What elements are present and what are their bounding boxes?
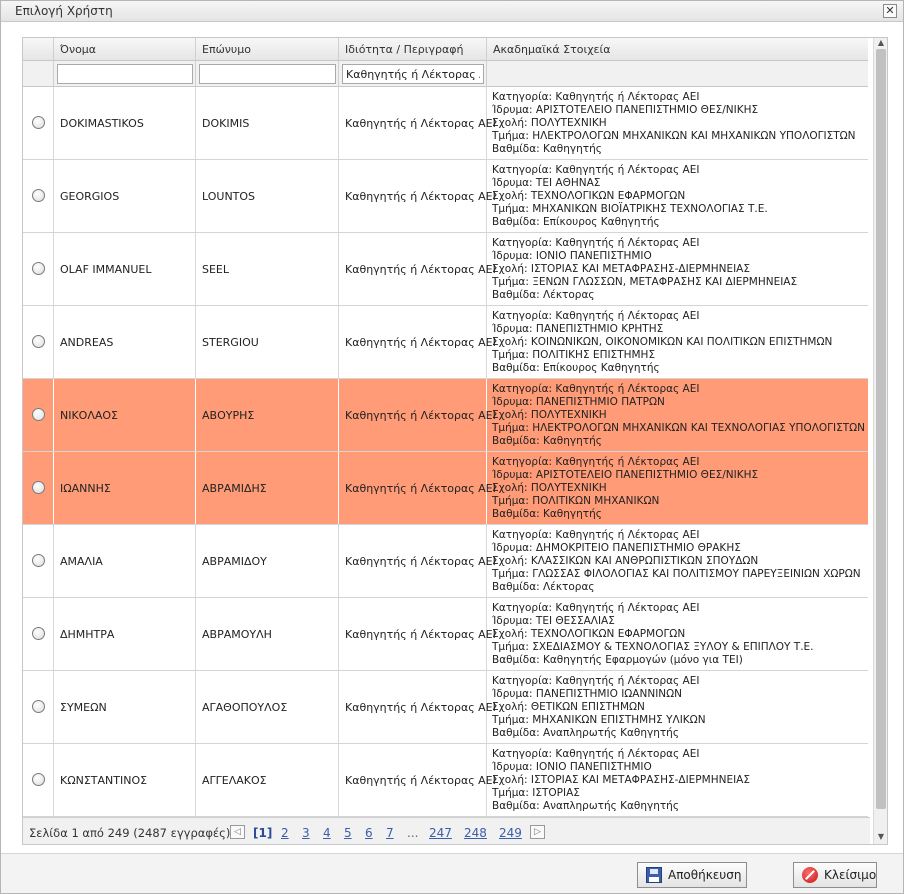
- header-surname[interactable]: Επώνυμο: [196, 38, 339, 61]
- academic-line: Κατηγορία: Καθηγητής ή Λέκτορας ΑΕΙ: [492, 602, 700, 614]
- save-button[interactable]: [637, 862, 747, 888]
- select-cell: [23, 87, 54, 159]
- select-radio[interactable]: [32, 116, 45, 129]
- description: Καθηγητής ή Λέκτορας ΑΕΙ: [345, 263, 496, 276]
- page-link-1[interactable]: [1]: [253, 826, 273, 840]
- last-name: ΑΓΓΕΛΑΚΟΣ: [202, 774, 267, 787]
- academic-line: Τμήμα: ΓΛΩΣΣΑΣ ΦΙΛΟΛΟΓΙΑΣ ΚΑΙ ΠΟΛΙΤΙΣΜΟΥ ΠΑΡΕΥΞΕΙΝΙΩΝ ΧΩΡΩΝ: [492, 568, 861, 580]
- academic-line: Σχολή: ΤΕΧΝΟΛΟΓΙΚΩΝ ΕΦΑΡΜΟΓΩΝ: [492, 190, 686, 202]
- description: Καθηγητής ή Λέκτορας ΑΕΙ: [345, 701, 496, 714]
- description: Καθηγητής ή Λέκτορας ΑΕΙ: [345, 336, 496, 349]
- first-name: ΚΩΝΣΤΑΝΤΙΝΟΣ: [60, 774, 148, 787]
- select-cell: [23, 306, 54, 378]
- academic-line: Κατηγορία: Καθηγητής ή Λέκτορας ΑΕΙ: [492, 529, 700, 541]
- grid-rows: [23, 87, 868, 817]
- academic-line: Κατηγορία: Καθηγητής ή Λέκτορας ΑΕΙ: [492, 675, 700, 687]
- name-cell: [54, 233, 196, 305]
- table-row[interactable]: [23, 306, 868, 379]
- floppy-disk-icon: [646, 867, 662, 883]
- filter-surname-input[interactable]: [199, 64, 336, 84]
- description-cell: [339, 598, 496, 670]
- academic-line: Τμήμα: ΞΕΝΩΝ ΓΛΩΣΣΩΝ, ΜΕΤΑΦΡΑΣΗΣ ΚΑΙ ΔΙΕΡΜΗΝΕΙΑΣ: [492, 276, 798, 288]
- description-cell: [339, 671, 496, 743]
- academic-line: Κατηγορία: Καθηγητής ή Λέκτορας ΑΕΙ: [492, 237, 700, 249]
- description-cell: [339, 233, 496, 305]
- surname-cell: [196, 598, 339, 670]
- description: Καθηγητής ή Λέκτορας ΑΕΙ: [345, 555, 496, 568]
- academic-info: [492, 91, 856, 156]
- first-name: ΔΗΜΗΤΡΑ: [60, 628, 115, 641]
- academic-line: Σχολή: ΙΣΤΟΡΙΑΣ ΚΑΙ ΜΕΤΑΦΡΑΣΗΣ-ΔΙΕΡΜΗΝΕΙΑΣ: [492, 774, 750, 786]
- academic-line: Κατηγορία: Καθηγητής ή Λέκτορας ΑΕΙ: [492, 456, 700, 468]
- cancel-circle-icon: [802, 867, 818, 883]
- academic-line: Τμήμα: ΣΧΕΔΙΑΣΜΟΥ & ΤΕΧΝΟΛΟΓΙΑΣ ΞΥΛΟΥ & ΕΠΙΠΛΟΥ Τ.Ε.: [492, 641, 814, 653]
- name-cell: [54, 525, 196, 597]
- page-link-7[interactable]: 7: [386, 826, 394, 840]
- select-radio[interactable]: [32, 408, 45, 421]
- select-radio[interactable]: [32, 335, 45, 348]
- academic-line: Τμήμα: ΠΟΛΙΤΙΚΗΣ ΕΠΙΣΤΗΜΗΣ: [492, 349, 656, 361]
- first-name: ANDREAS: [60, 336, 114, 349]
- scroll-up-icon[interactable]: ▲: [877, 38, 885, 47]
- academic-cell: [487, 306, 868, 378]
- description-cell: [339, 744, 496, 816]
- select-cell: [23, 379, 54, 451]
- academic-line: Ίδρυμα: ΙΟΝΙΟ ΠΑΝΕΠΙΣΤΗΜΙΟ: [492, 250, 652, 262]
- select-cell: [23, 671, 54, 743]
- last-name: ΑΒΟΥΡΗΣ: [202, 409, 255, 422]
- academic-line: Σχολή: ΚΟΙΝΩΝΙΚΩΝ, ΟΙΚΟΝΟΜΙΚΩΝ ΚΑΙ ΠΟΛΙΤΙΚΩΝ ΕΠΙΣΤΗΜΩΝ: [492, 336, 833, 348]
- academic-line: Ίδρυμα: ΑΡΙΣΤΟΤΕΛΕΙΟ ΠΑΝΕΠΙΣΤΗΜΙΟ ΘΕΣ/ΝΙΚΗΣ: [492, 104, 759, 116]
- surname-cell: [196, 525, 339, 597]
- page-link-5[interactable]: 5: [344, 826, 352, 840]
- page-link-248[interactable]: 248: [464, 826, 487, 840]
- academic-line: Ίδρυμα: ΙΟΝΙΟ ΠΑΝΕΠΙΣΤΗΜΙΟ: [492, 761, 652, 773]
- academic-line: Σχολή: ΚΛΑΣΣΙΚΩΝ ΚΑΙ ΑΝΘΡΩΠΙΣΤΙΚΩΝ ΣΠΟΥΔΩΝ: [492, 555, 759, 567]
- select-radio[interactable]: [32, 627, 45, 640]
- description: Καθηγητής ή Λέκτορας ΑΕΙ: [345, 190, 496, 203]
- academic-line: Κατηγορία: Καθηγητής ή Λέκτορας ΑΕΙ: [492, 748, 700, 760]
- academic-info: [492, 456, 758, 521]
- name-cell: [54, 87, 196, 159]
- academic-line: Σχολή: ΠΟΛΥΤΕΧΝΙΚΗ: [492, 409, 607, 421]
- first-name: GEORGIOS: [60, 190, 120, 203]
- academic-line: Ίδρυμα: ΤΕΙ ΘΕΣΣΑΛΙΑΣ: [492, 615, 615, 627]
- select-cell: [23, 525, 54, 597]
- select-radio[interactable]: [32, 554, 45, 567]
- table-row[interactable]: [23, 379, 868, 452]
- academic-line: Ίδρυμα: ΔΗΜΟΚΡΙΤΕΙΟ ΠΑΝΕΠΙΣΤΗΜΙΟ ΘΡΑΚΗΣ: [492, 542, 741, 554]
- close-icon[interactable]: ✕: [883, 4, 897, 18]
- header-select-column: [23, 38, 54, 61]
- academic-line: Σχολή: ΙΣΤΟΡΙΑΣ ΚΑΙ ΜΕΤΑΦΡΑΣΗΣ-ΔΙΕΡΜΗΝΕΙΑΣ: [492, 263, 750, 275]
- surname-cell: [196, 160, 339, 232]
- academic-info: [492, 383, 865, 448]
- first-name: DOKIMASTIKOS: [60, 117, 144, 130]
- name-cell: [54, 306, 196, 378]
- description-cell: [339, 452, 496, 524]
- page-link-249[interactable]: 249: [499, 826, 522, 840]
- academic-line: Σχολή: ΠΟΛΥΤΕΧΝΙΚΗ: [492, 117, 607, 129]
- page-link-247[interactable]: 247: [429, 826, 452, 840]
- academic-line: Ίδρυμα: ΠΑΝΕΠΙΣΤΗΜΙΟ ΚΡΗΤΗΣ: [492, 323, 664, 335]
- description: Καθηγητής ή Λέκτορας ΑΕΙ: [345, 117, 496, 130]
- academic-cell: [487, 671, 868, 743]
- academic-line: Βαθμίδα: Αναπληρωτής Καθηγητής: [492, 727, 679, 739]
- surname-cell: [196, 379, 339, 451]
- scroll-down-icon[interactable]: ▼: [877, 832, 885, 841]
- filter-academic-spacer: [487, 61, 868, 87]
- academic-line: Σχολή: ΠΟΛΥΤΕΧΝΙΚΗ: [492, 482, 607, 494]
- description: Καθηγητής ή Λέκτορας ΑΕΙ: [345, 774, 496, 787]
- table-row[interactable]: [23, 452, 868, 525]
- header-name[interactable]: Όνομα: [54, 38, 196, 61]
- academic-line: Βαθμίδα: Λέκτορας: [492, 581, 595, 593]
- first-name: ΙΩΑΝΝΗΣ: [60, 482, 111, 495]
- first-name: ΣΥΜΕΩΝ: [60, 701, 107, 714]
- first-name: ΝΙΚΟΛΑΟΣ: [60, 409, 119, 422]
- academic-line: Ίδρυμα: ΠΑΝΕΠΙΣΤΗΜΙΟ ΙΩΑΝΝΙΝΩΝ: [492, 688, 683, 700]
- academic-line: Βαθμίδα: Καθηγητής: [492, 143, 602, 155]
- academic-line: Βαθμίδα: Αναπληρωτής Καθηγητής: [492, 800, 679, 812]
- page-link-4[interactable]: 4: [323, 826, 331, 840]
- table-row[interactable]: [23, 744, 868, 817]
- select-radio[interactable]: [32, 262, 45, 275]
- academic-info: [492, 675, 706, 740]
- academic-info: [492, 529, 861, 594]
- academic-line: Βαθμίδα: Καθηγητής: [492, 435, 602, 447]
- dialog-title: Επιλογή Χρήστη: [15, 4, 113, 18]
- table-row[interactable]: [23, 598, 868, 671]
- academic-cell: [487, 233, 868, 305]
- select-radio[interactable]: [32, 189, 45, 202]
- academic-line: Ίδρυμα: ΑΡΙΣΤΟΤΕΛΕΙΟ ΠΑΝΕΠΙΣΤΗΜΙΟ ΘΕΣ/ΝΙΚΗΣ: [492, 469, 759, 481]
- filter-name-cell: [54, 61, 196, 87]
- academic-cell: [487, 452, 868, 524]
- academic-line: Βαθμίδα: Καθηγητής Εφαρμογών (μόνο για ΤΕΙ): [492, 654, 743, 666]
- last-name: STERGIOU: [202, 336, 259, 349]
- grid-scroll-area: [23, 38, 870, 817]
- description: Καθηγητής ή Λέκτορας ΑΕΙ: [345, 482, 496, 495]
- surname-cell: [196, 671, 339, 743]
- academic-line: Κατηγορία: Καθηγητής ή Λέκτορας ΑΕΙ: [492, 164, 700, 176]
- first-name: OLAF IMMANUEL: [60, 263, 152, 276]
- last-name: DOKIMIS: [202, 117, 250, 130]
- filter-description-cell: [339, 61, 487, 87]
- description-cell: [339, 379, 496, 451]
- table-row[interactable]: [23, 525, 868, 598]
- academic-cell: [487, 744, 868, 816]
- last-name: ΑΒΡΑΜΟΥΛΗ: [202, 628, 272, 641]
- select-cell: [23, 598, 54, 670]
- select-radio[interactable]: [32, 773, 45, 786]
- next-page-icon[interactable]: ▷: [530, 825, 545, 839]
- users-grid: [22, 37, 888, 845]
- academic-info: [492, 237, 797, 302]
- last-name: ΑΒΡΑΜΙΔΗΣ: [202, 482, 267, 495]
- name-cell: [54, 160, 196, 232]
- academic-line: Βαθμίδα: Λέκτορας: [492, 289, 595, 301]
- academic-line: Τμήμα: ΗΛΕΚΤΡΟΛΟΓΩΝ ΜΗΧΑΝΙΚΩΝ ΚΑΙ ΤΕΧΝΟΛΟΓΙΑΣ ΥΠΟΛΟΓΙΣΤΩΝ: [492, 422, 866, 434]
- last-name: ΑΓΑΘΟΠΟΥΛΟΣ: [202, 701, 288, 714]
- vertical-scrollbar[interactable]: [873, 38, 887, 844]
- grid-header-row: [23, 38, 868, 61]
- surname-cell: [196, 452, 339, 524]
- description-cell: [339, 160, 496, 232]
- academic-cell: [487, 379, 868, 451]
- scrollbar-thumb[interactable]: [876, 49, 886, 809]
- select-cell: [23, 233, 54, 305]
- academic-line: Κατηγορία: Καθηγητής ή Λέκτορας ΑΕΙ: [492, 383, 700, 395]
- description-cell: [339, 525, 496, 597]
- name-cell: [54, 379, 196, 451]
- name-cell: [54, 452, 196, 524]
- filter-select-spacer: [23, 61, 54, 87]
- description-cell: [339, 87, 496, 159]
- academic-line: Τμήμα: ΜΗΧΑΝΙΚΩΝ ΒΙΟΪΑΤΡΙΚΗΣ ΤΕΧΝΟΛΟΓΙΑΣ Τ.Ε.: [492, 203, 768, 215]
- header-academic-info[interactable]: Ακαδημαϊκά Στοιχεία: [493, 43, 611, 56]
- grid-filter-row: [23, 61, 868, 87]
- academic-cell: [487, 87, 868, 159]
- filter-name-input[interactable]: [57, 64, 193, 84]
- name-cell: [54, 671, 196, 743]
- academic-line: Κατηγορία: Καθηγητής ή Λέκτορας ΑΕΙ: [492, 91, 700, 103]
- pager-summary: Σελίδα 1 από 249 (2487 εγγραφές): [29, 826, 231, 840]
- dialog-titlebar: [1, 1, 903, 22]
- academic-line: Κατηγορία: Καθηγητής ή Λέκτορας ΑΕΙ: [492, 310, 700, 322]
- academic-info: [492, 748, 750, 813]
- surname-cell: [196, 87, 339, 159]
- table-row[interactable]: [23, 233, 868, 306]
- name-cell: [54, 598, 196, 670]
- select-cell: [23, 744, 54, 816]
- academic-info: [492, 164, 768, 229]
- academic-line: Βαθμίδα: Επίκουρος Καθηγητής: [492, 216, 660, 228]
- page-ellipsis: ...: [407, 826, 419, 840]
- academic-line: Ίδρυμα: ΤΕΙ ΑΘΗΝΑΣ: [492, 177, 601, 189]
- academic-cell: [487, 525, 868, 597]
- description: Καθηγητής ή Λέκτορας ΑΕΙ: [345, 409, 496, 422]
- academic-line: Βαθμίδα: Επίκουρος Καθηγητής: [492, 362, 660, 374]
- select-radio[interactable]: [32, 481, 45, 494]
- academic-line: Ίδρυμα: ΠΑΝΕΠΙΣΤΗΜΙΟ ΠΑΤΡΩΝ: [492, 396, 665, 408]
- academic-line: Βαθμίδα: Καθηγητής: [492, 508, 602, 520]
- select-cell: [23, 452, 54, 524]
- last-name: SEEL: [202, 263, 230, 276]
- first-name: ΑΜΑΛΙΑ: [60, 555, 103, 568]
- description: Καθηγητής ή Λέκτορας ΑΕΙ: [345, 628, 496, 641]
- select-radio[interactable]: [32, 700, 45, 713]
- pager: [23, 817, 870, 844]
- academic-info: [492, 602, 814, 667]
- close-button-label: Κλείσιμο: [824, 868, 877, 882]
- select-cell: [23, 160, 54, 232]
- prev-page-icon[interactable]: ◁: [230, 825, 245, 839]
- surname-cell: [196, 233, 339, 305]
- page-link-6[interactable]: 6: [365, 826, 373, 840]
- academic-cell: [487, 160, 868, 232]
- academic-line: Σχολή: ΘΕΤΙΚΩΝ ΕΠΙΣΤΗΜΩΝ: [492, 701, 645, 713]
- description-cell: [339, 306, 496, 378]
- academic-line: Τμήμα: ΗΛΕΚΤΡΟΛΟΓΩΝ ΜΗΧΑΝΙΚΩΝ ΚΑΙ ΜΗΧΑΝΙΚΩΝ ΥΠΟΛΟΓΙΣΤΩΝ: [492, 130, 856, 142]
- academic-line: Τμήμα: ΜΗΧΑΝΙΚΩΝ ΕΠΙΣΤΗΜΗΣ ΥΛΙΚΩΝ: [492, 714, 706, 726]
- table-row[interactable]: [23, 160, 868, 233]
- academic-cell: [487, 598, 868, 670]
- table-row[interactable]: [23, 87, 868, 160]
- table-row[interactable]: [23, 671, 868, 744]
- academic-line: Σχολή: ΤΕΧΝΟΛΟΓΙΚΩΝ ΕΦΑΡΜΟΓΩΝ: [492, 628, 686, 640]
- surname-cell: [196, 306, 339, 378]
- academic-info: [492, 310, 832, 375]
- academic-line: Τμήμα: ΙΣΤΟΡΙΑΣ: [492, 787, 580, 799]
- name-cell: [54, 744, 196, 816]
- academic-line: Τμήμα: ΠΟΛΙΤΙΚΩΝ ΜΗΧΑΝΙΚΩΝ: [492, 495, 660, 507]
- last-name: ΑΒΡΑΜΙΔΟΥ: [202, 555, 267, 568]
- dialog-footer: [1, 853, 903, 893]
- page-link-3[interactable]: 3: [302, 826, 310, 840]
- last-name: LOUNTOS: [202, 190, 256, 203]
- filter-description-input[interactable]: [342, 64, 484, 84]
- surname-cell: [196, 744, 339, 816]
- header-description[interactable]: Ιδιότητα / Περιγραφή: [339, 38, 487, 61]
- save-button-label: Αποθήκευση: [668, 868, 742, 882]
- close-button[interactable]: [793, 862, 877, 888]
- filter-surname-cell: [196, 61, 339, 87]
- page-link-2[interactable]: 2: [281, 826, 289, 840]
